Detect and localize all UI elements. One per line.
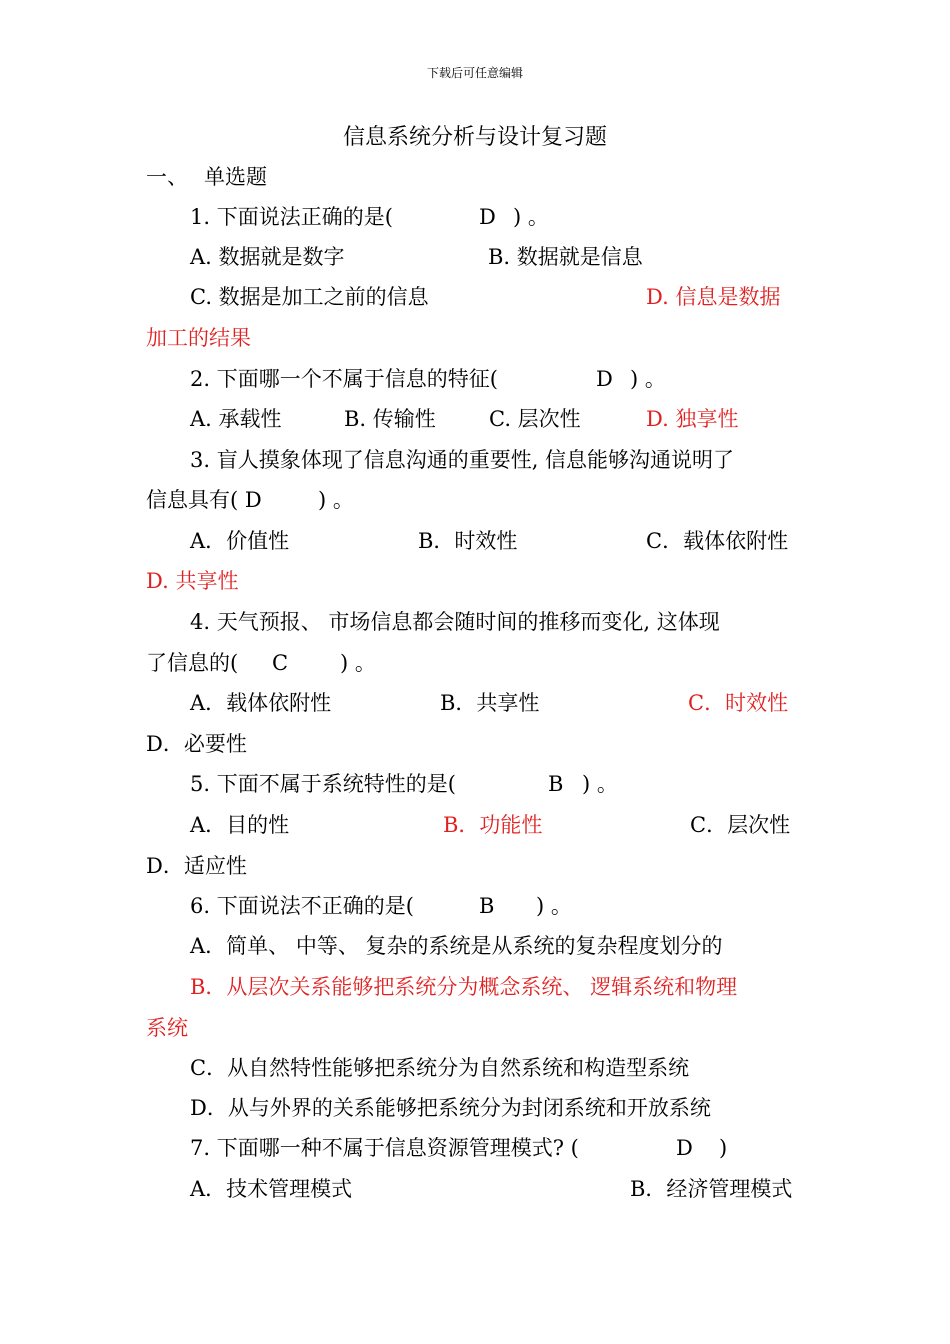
option-b: B. 数据就是信息 xyxy=(488,245,643,269)
option-b-correct: B．功能性 xyxy=(443,813,543,837)
option-b: B．共享性 xyxy=(440,691,540,715)
section-number: 一、 xyxy=(146,165,188,189)
option-a: A．载体依附性 xyxy=(190,691,332,715)
question-4-answer: C xyxy=(272,651,289,675)
option-a: A．技术管理模式 xyxy=(190,1177,353,1201)
option-c: C．层次性 xyxy=(690,813,791,837)
question-6-answer: B xyxy=(479,894,495,918)
option-c: C. 层次性 xyxy=(489,407,581,431)
option-a: A．价值性 xyxy=(190,529,290,553)
question-7-answer: D xyxy=(676,1136,693,1160)
option-a: A．目的性 xyxy=(190,813,290,837)
question-1-answer: D xyxy=(479,205,496,229)
option-d-correct: D. 独享性 xyxy=(646,407,739,431)
option-b: B. 传输性 xyxy=(344,407,436,431)
option-d-correct: D. 信息是数据 xyxy=(646,285,781,309)
option-b: B．经济管理模式 xyxy=(630,1177,793,1201)
document-title: 信息系统分析与设计复习题 xyxy=(342,125,607,150)
option-c: C．载体依附性 xyxy=(646,529,789,553)
question-5-answer: B xyxy=(548,772,564,796)
option-a: A. 数据就是数字 xyxy=(190,245,345,269)
question-2-answer: D xyxy=(596,367,613,391)
section-label: 单选题 xyxy=(204,165,267,189)
page-header: 下载后可任意编辑 xyxy=(426,66,523,80)
option-c: C. 数据是加工之前的信息 xyxy=(190,285,429,309)
option-a: A. 承载性 xyxy=(190,407,282,431)
option-b: B．时效性 xyxy=(418,529,518,553)
option-c-correct: C．时效性 xyxy=(688,691,789,715)
